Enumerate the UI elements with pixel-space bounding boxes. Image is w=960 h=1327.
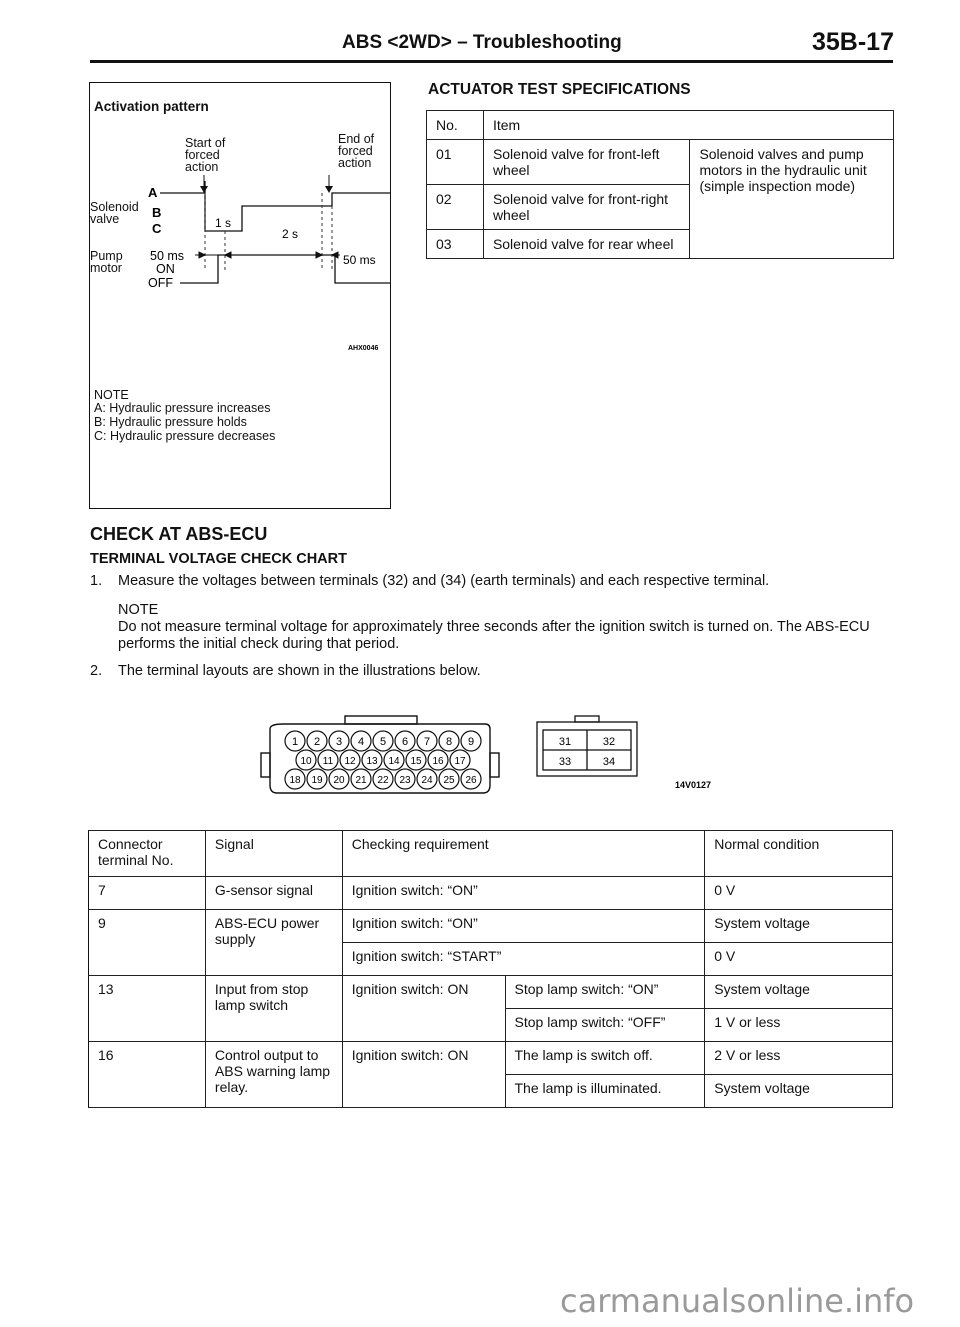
- signal: Input from stop lamp switch: [205, 976, 342, 1042]
- checking-requirement: Ignition switch: ON: [342, 1042, 505, 1108]
- step-2-number: 2.: [90, 663, 103, 679]
- connector-pin-19: 19: [311, 775, 323, 786]
- connector-pin-8: 8: [445, 736, 453, 748]
- activation-note-a: A: Hydraulic pressure increases: [94, 401, 271, 415]
- watermark: carmanualsonline.info: [560, 1282, 915, 1320]
- start-of-forced-action-label: Start of forced action: [185, 137, 226, 174]
- check-note-text: Do not measure terminal voltage for approximately three seconds after the ignition switch is turned on. The ABS-ECU performs the initial check during that period.: [118, 619, 870, 652]
- interval-1s-label: 1 s: [215, 216, 232, 230]
- connector-pin-14: 14: [388, 756, 400, 767]
- checking-requirement: Ignition switch: “START”: [342, 943, 705, 976]
- large-connector-pins: [285, 731, 481, 789]
- connector-pin-6: 6: [401, 736, 409, 748]
- activation-pattern-box: [89, 82, 391, 509]
- actuator-item: Solenoid valve for front-right wheel: [483, 185, 690, 230]
- connector-pin-20: 20: [333, 775, 345, 786]
- table-row: [89, 976, 893, 1009]
- timing-guide-lines: [205, 193, 332, 271]
- page-number: 35B-17: [812, 28, 894, 56]
- connector-pin-26: 26: [465, 775, 477, 786]
- step-2-text: The terminal layouts are shown in the illustrations below.: [118, 663, 481, 679]
- actuator-description: Solenoid valves and pump motors in the hydraulic unit (simple inspection mode): [690, 140, 894, 259]
- normal-condition: 1 V or less: [705, 1009, 893, 1042]
- connector-pin-17: 17: [454, 756, 466, 767]
- check-subheading: TERMINAL VOLTAGE CHECK CHART: [90, 551, 347, 567]
- interval-2s-label: 2 s: [282, 227, 299, 241]
- header-rule: [90, 60, 893, 63]
- connector-pin-9: 9: [467, 736, 475, 748]
- actuator-spec-heading: ACTUATOR TEST SPECIFICATIONS: [428, 81, 691, 98]
- condition: Stop lamp switch: “OFF”: [505, 1009, 705, 1042]
- signal: ABS-ECU power supply: [205, 910, 342, 976]
- end-50ms-label: 50 ms: [343, 253, 376, 267]
- terminal-no: 9: [89, 910, 206, 976]
- activation-note-c: C: Hydraulic pressure decreases: [94, 429, 276, 443]
- connector-pin-25: 25: [443, 775, 455, 786]
- actuator-spec-table: [426, 110, 894, 259]
- normal-condition: System voltage: [705, 976, 893, 1009]
- header-normal-condition: Normal condition: [705, 831, 893, 877]
- normal-condition: 0 V: [705, 877, 893, 910]
- connector-pin-18: 18: [289, 775, 301, 786]
- actuator-col-item: Item: [483, 111, 893, 140]
- terminal-no: 13: [89, 976, 206, 1042]
- connector-pin-21: 21: [355, 775, 367, 786]
- activation-timing-diagram: [90, 123, 390, 363]
- activation-note-b: B: Hydraulic pressure holds: [94, 415, 247, 429]
- ecu-connector-illustration: [255, 715, 755, 795]
- condition: The lamp is switch off.: [505, 1042, 705, 1075]
- pump-off-label: OFF: [148, 276, 173, 290]
- connector-figure-code: 14V0127: [675, 780, 712, 790]
- terminal-header-row: [89, 831, 893, 877]
- pump-motor-label: Pump motor: [90, 250, 123, 275]
- header-connector-terminal: Connector terminal No.: [89, 831, 206, 877]
- connector-pin-5: 5: [379, 736, 387, 748]
- connector-pin-12: 12: [344, 756, 356, 767]
- actuator-item: Solenoid valve for front-left wheel: [483, 140, 690, 185]
- signal: Control output to ABS warning lamp relay.: [205, 1042, 342, 1108]
- connector-pin-2: 2: [313, 736, 321, 748]
- check-note-title: NOTE: [118, 602, 159, 618]
- normal-condition: System voltage: [705, 1075, 893, 1108]
- actuator-no: 03: [427, 230, 484, 259]
- connector-pin-22: 22: [377, 775, 389, 786]
- connector-pin-7: 7: [423, 736, 431, 748]
- condition: The lamp is illuminated.: [505, 1075, 705, 1108]
- connector-pin-13: 13: [366, 756, 378, 767]
- connector-pin-10: 10: [300, 756, 312, 767]
- table-row: [89, 910, 893, 943]
- activation-title: Activation pattern: [94, 99, 209, 114]
- checking-requirement: Ignition switch: ON: [342, 976, 505, 1042]
- activation-figure-code: AHX0046: [348, 345, 379, 352]
- pump-on-label: ON: [156, 262, 175, 276]
- connector-pin-3: 3: [335, 736, 343, 748]
- connector-pin-1: 1: [291, 736, 299, 748]
- state-c-label: C: [152, 221, 162, 236]
- table-row: [89, 1042, 893, 1075]
- table-row: [427, 140, 894, 185]
- normal-condition: 2 V or less: [705, 1042, 893, 1075]
- pump-50ms-label: 50 ms: [150, 249, 185, 263]
- check-heading: CHECK AT ABS-ECU: [90, 524, 268, 544]
- pin-32: 32: [602, 736, 616, 748]
- normal-condition: System voltage: [705, 910, 893, 943]
- state-b-label: B: [152, 205, 162, 220]
- state-a-label: A: [148, 185, 158, 200]
- terminal-voltage-table: [88, 830, 893, 1108]
- end-of-forced-action-label: End of forced action: [338, 133, 375, 170]
- small-connector-body: [537, 716, 637, 776]
- actuator-col-no: No.: [427, 111, 484, 140]
- checking-requirement: Ignition switch: “ON”: [342, 877, 705, 910]
- solenoid-valve-label: Solenoid valve: [90, 201, 139, 226]
- pin-33: 33: [558, 756, 572, 768]
- checking-requirement: Ignition switch: “ON”: [342, 910, 705, 943]
- connector-pin-15: 15: [410, 756, 422, 767]
- normal-condition: 0 V: [705, 943, 893, 976]
- step-1-text: Measure the voltages between terminals (32) and (34) (earth terminals) and each respective terminal.: [118, 573, 770, 589]
- pin-34: 34: [602, 756, 616, 768]
- actuator-header-row: [427, 111, 894, 140]
- solenoid-waveform: [160, 175, 390, 231]
- actuator-no: 01: [427, 140, 484, 185]
- terminal-no: 7: [89, 877, 206, 910]
- terminal-no: 16: [89, 1042, 206, 1108]
- page-header-title: ABS <2WD> – Troubleshooting: [342, 32, 622, 53]
- connector-pin-4: 4: [357, 736, 365, 748]
- step-1-number: 1.: [90, 573, 103, 589]
- condition: Stop lamp switch: “ON”: [505, 976, 705, 1009]
- actuator-no: 02: [427, 185, 484, 230]
- connector-pin-16: 16: [432, 756, 444, 767]
- header-signal: Signal: [205, 831, 342, 877]
- connector-pin-23: 23: [399, 775, 411, 786]
- signal: G-sensor signal: [205, 877, 342, 910]
- header-checking-requirement: Checking requirement: [342, 831, 705, 877]
- actuator-item: Solenoid valve for rear wheel: [483, 230, 690, 259]
- connector-pin-24: 24: [421, 775, 433, 786]
- connector-pin-11: 11: [322, 756, 334, 767]
- activation-note-title: NOTE: [94, 388, 129, 402]
- table-row: [89, 877, 893, 910]
- pin-31: 31: [558, 736, 572, 748]
